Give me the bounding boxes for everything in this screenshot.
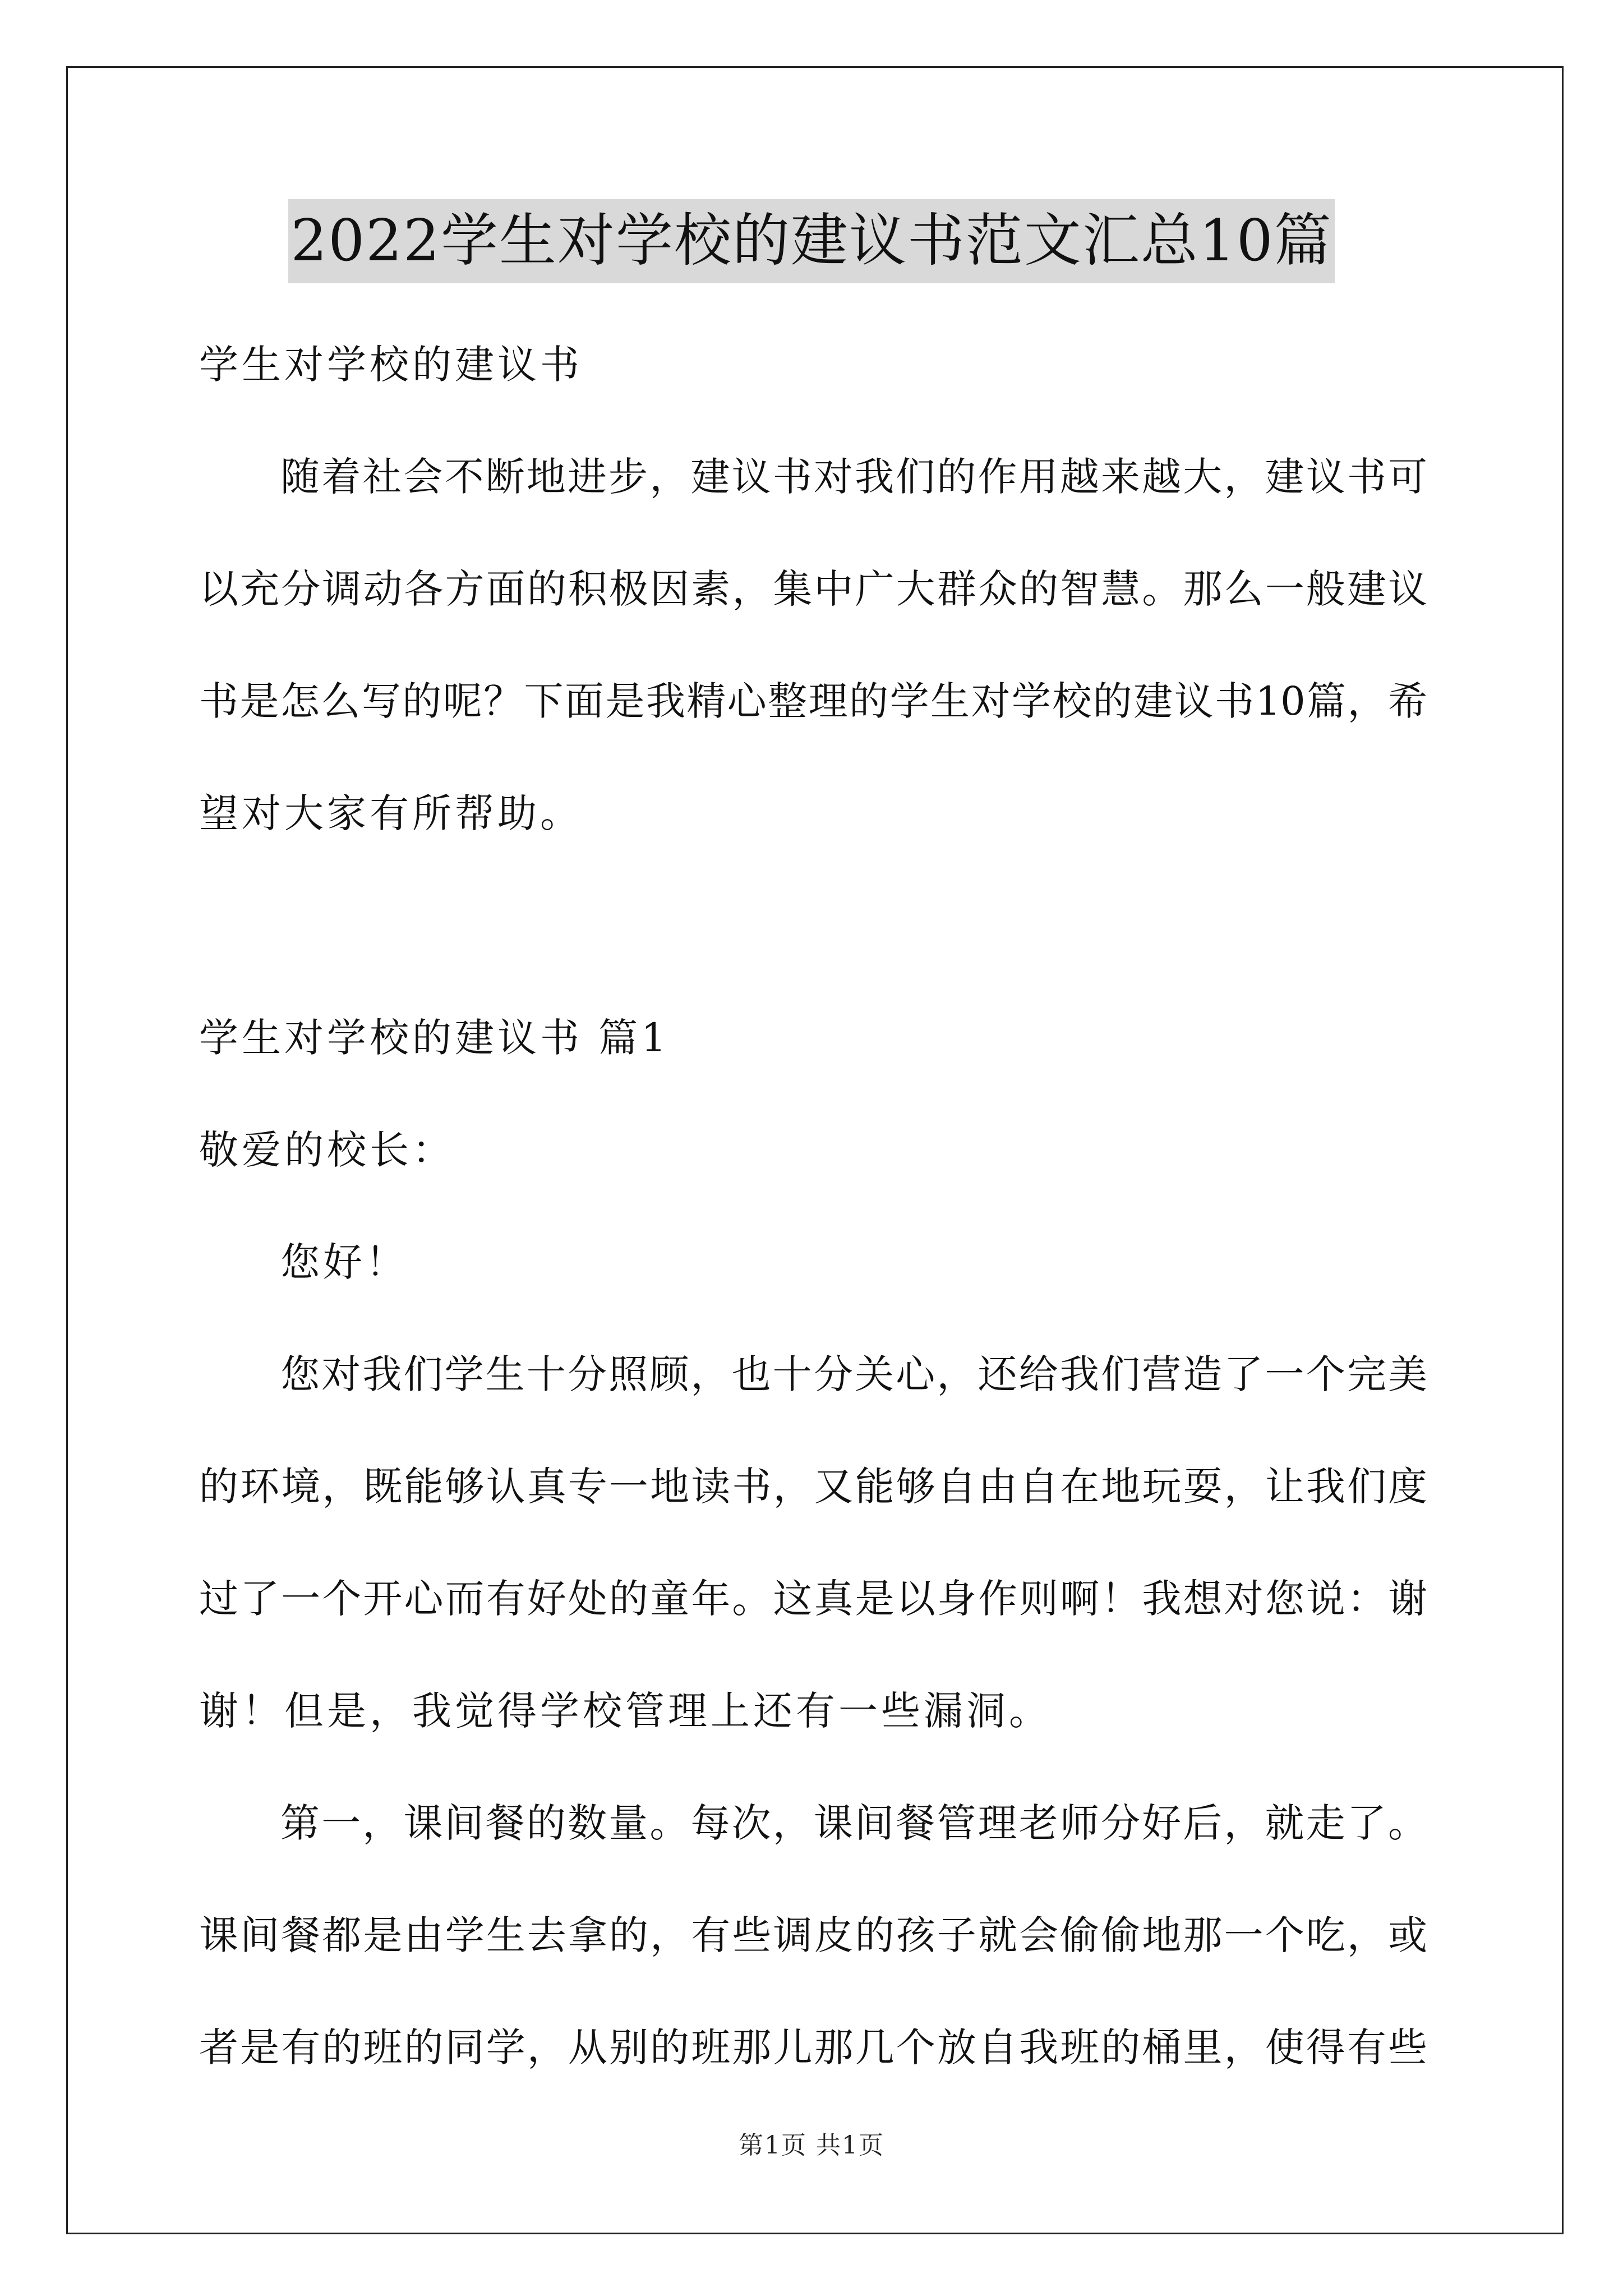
paragraph-line: 者是有的班的同学，从别的班那儿那几个放自我班的桶里，使得有些 [199,2024,1427,2070]
paragraph-line: 谢！但是，我觉得学校管理上还有一些漏洞。 [199,1688,1052,1734]
intro-line: 以充分调动各方面的积极因素，集中广大群众的智慧。那么一般建议 [199,566,1427,612]
paragraph-line: 的环境，既能够认真专一地读书，又能够自由自在地玩耍，让我们度 [199,1464,1427,1510]
spacer [199,393,1427,449]
page-number: 第1页 共1页 [739,2131,884,2160]
greeting: 您好！ [280,1239,408,1285]
paragraph-line: 过了一个开心而有好处的童年。这真是以身作则啊！我想对您说：谢 [199,1576,1427,1622]
spacer [199,841,1427,898]
title-wrap [0,199,1623,283]
document-body [199,337,1427,2076]
spacer [199,1851,1427,1907]
paragraph-line: 第一，课间餐的数量。每次，课间餐管理老师分好后，就走了。 [280,1800,1427,1846]
spacer [199,1739,1427,1795]
spacer [199,729,1427,785]
spacer [199,1627,1427,1683]
salutation: 敬爱的校长： [199,1127,455,1173]
spacer [199,1178,1427,1234]
spacer [199,1290,1427,1346]
intro-line: 望对大家有所帮助。 [199,790,583,836]
spacer [199,617,1427,673]
chapter-heading: 学生对学校的建议书 篇1 [199,1015,670,1061]
spacer [199,505,1427,561]
document-title: 2022学生对学校的建议书范文汇总10篇 [288,199,1334,283]
spacer [199,1066,1427,1122]
spacer [199,1402,1427,1458]
spacer [199,898,1427,954]
intro-line: 随着社会不断地进步，建议书对我们的作用越来越大，建议书可 [280,454,1427,500]
section-heading: 学生对学校的建议书 [199,342,583,388]
page-footer [0,2129,1623,2162]
paragraph-line: 课间餐都是由学生去拿的，有些调皮的孩子就会偷偷地那一个吃，或 [199,1912,1427,1958]
intro-line: 书是怎么写的呢？下面是我精心整理的学生对学校的建议书10篇，希 [199,678,1427,724]
spacer [199,1515,1427,1571]
paragraph-line: 您对我们学生十分照顾，也十分关心，还给我们营造了一个完美 [280,1351,1427,1397]
spacer [199,1963,1427,2019]
spacer [199,954,1427,1010]
